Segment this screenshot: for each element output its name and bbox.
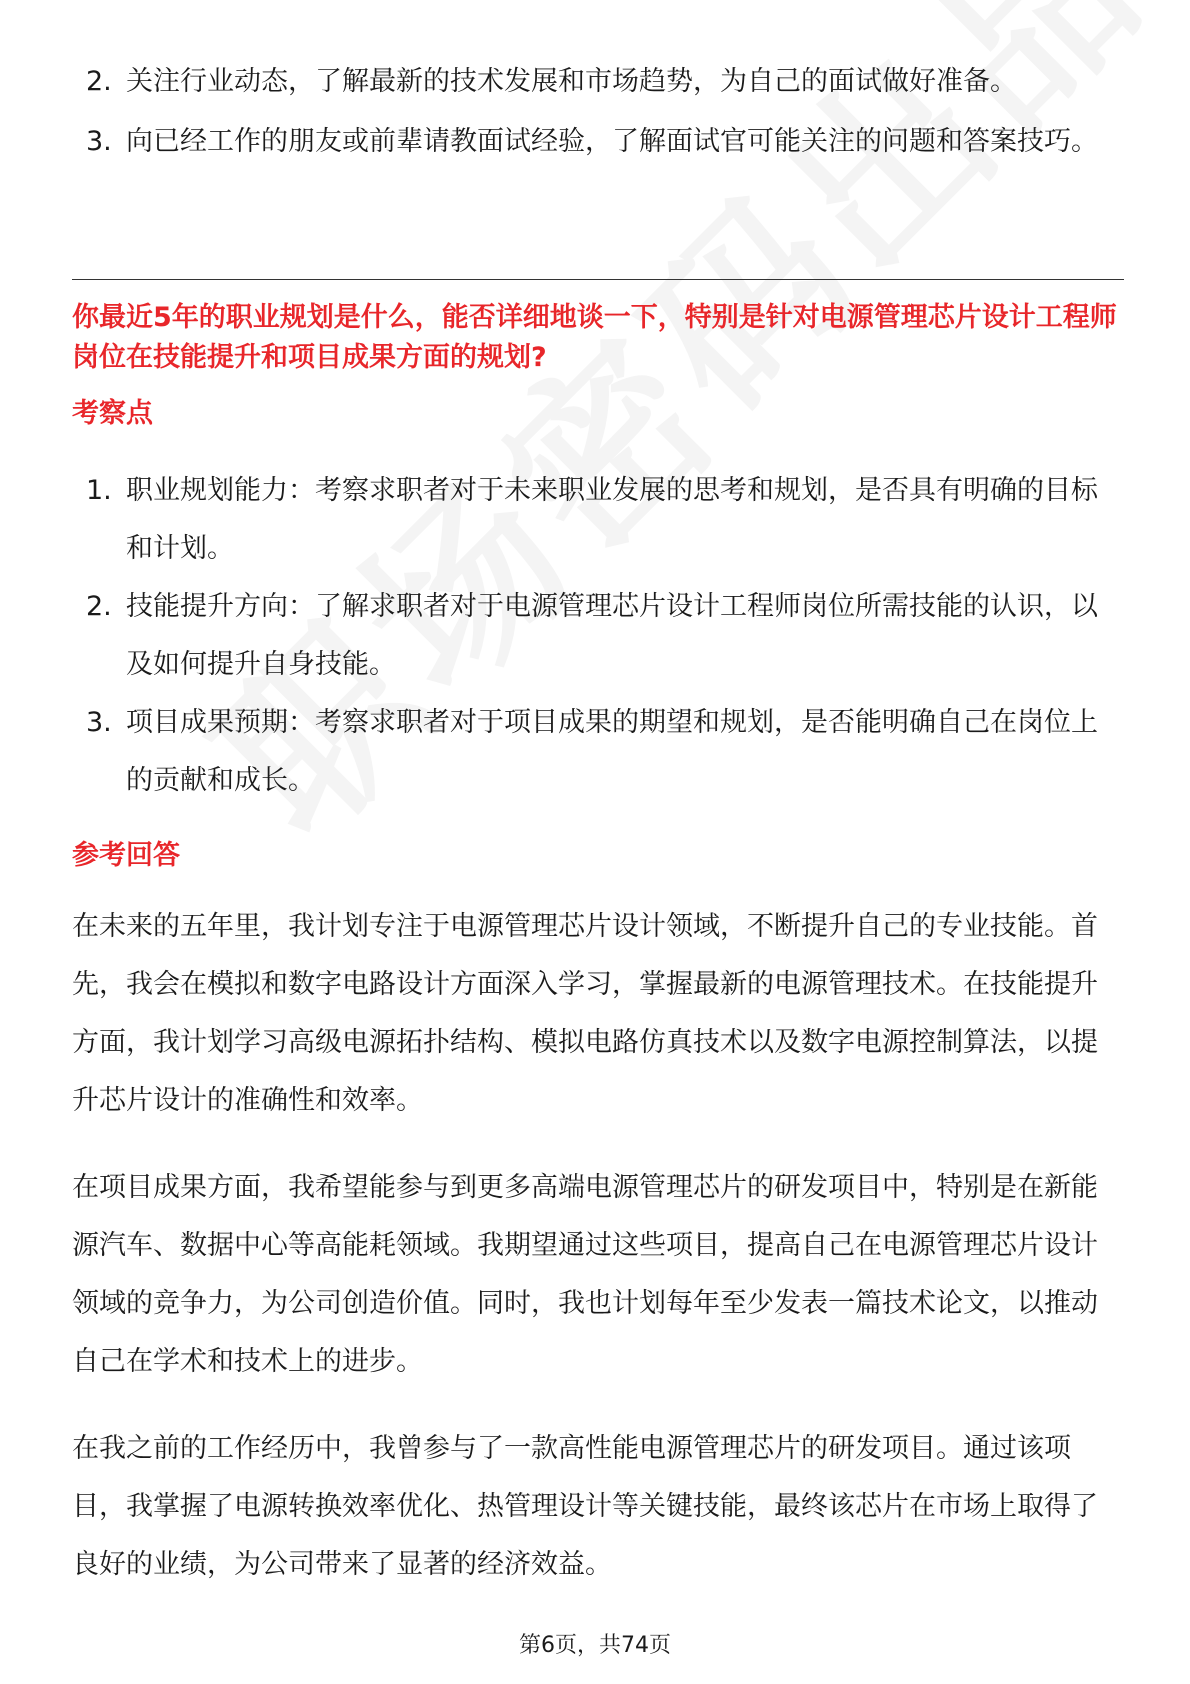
list-item-number: 3.	[86, 707, 112, 738]
list-item	[72, 462, 1124, 578]
list-item-text: 职业规划能力：考察求职者对于未来职业发展的思考和规划，是否具有明确的目标和计划。	[126, 475, 1098, 564]
points-list	[72, 462, 1124, 810]
page-number-footer: 第6页，共74页	[519, 1633, 671, 1658]
list-item-number: 2.	[86, 591, 112, 622]
points-title: 考察点	[72, 398, 153, 429]
list-item-text: 关注行业动态，了解最新的技术发展和市场趋势，为自己的面试做好准备。	[126, 66, 1017, 97]
list-item-number: 1.	[86, 475, 112, 506]
list-item-number: 2.	[86, 66, 112, 97]
list-item	[72, 694, 1124, 810]
answer-title: 参考回答	[72, 840, 180, 871]
previous-answer-list	[72, 53, 1124, 171]
list-item	[72, 113, 1124, 171]
list-item	[72, 578, 1124, 694]
list-item-text: 项目成果预期：考察求职者对于项目成果的期望和规划，是否能明确自己在岗位上的贡献和成长。	[126, 707, 1098, 796]
list-item-text: 向已经工作的朋友或前辈请教面试经验，了解面试官可能关注的问题和答案技巧。	[126, 126, 1098, 157]
question-heading: 你最近5年的职业规划是什么，能否详细地谈一下，特别是针对电源管理芯片设计工程师岗位在技能提升和项目成果方面的规划?	[72, 302, 1117, 373]
answer-paragraph: 在我之前的工作经历中，我曾参与了一款高性能电源管理芯片的研发项目。通过该项目，我掌握了电源转换效率优化、热管理设计等关键技能，最终该芯片在市场上取得了良好的业绩，为公司带来了显著的经济效益。	[72, 1433, 1098, 1580]
answer-paragraph: 在项目成果方面，我希望能参与到更多高端电源管理芯片的研发项目中，特别是在新能源汽车、数据中心等高能耗领域。我期望通过这些项目，提高自己在电源管理芯片设计领域的竞争力，为公司创造价值。同时，我也计划每年至少发表一篇技术论文，以推动自己在学术和技术上的进步。	[72, 1172, 1098, 1377]
list-item-text: 技能提升方向：了解求职者对于电源管理芯片设计工程师岗位所需技能的认识，以及如何提升自身技能。	[126, 591, 1098, 680]
list-item	[72, 53, 1124, 111]
section-divider	[72, 279, 1124, 280]
answer-paragraph: 在未来的五年里，我计划专注于电源管理芯片设计领域，不断提升自己的专业技能。首先，我会在模拟和数字电路设计方面深入学习，掌握最新的电源管理技术。在技能提升方面，我计划学习高级电源拓扑结构、模拟电路仿真技术以及数字电源控制算法，以提升芯片设计的准确性和效率。	[72, 911, 1098, 1116]
list-item-number: 3.	[86, 126, 112, 157]
